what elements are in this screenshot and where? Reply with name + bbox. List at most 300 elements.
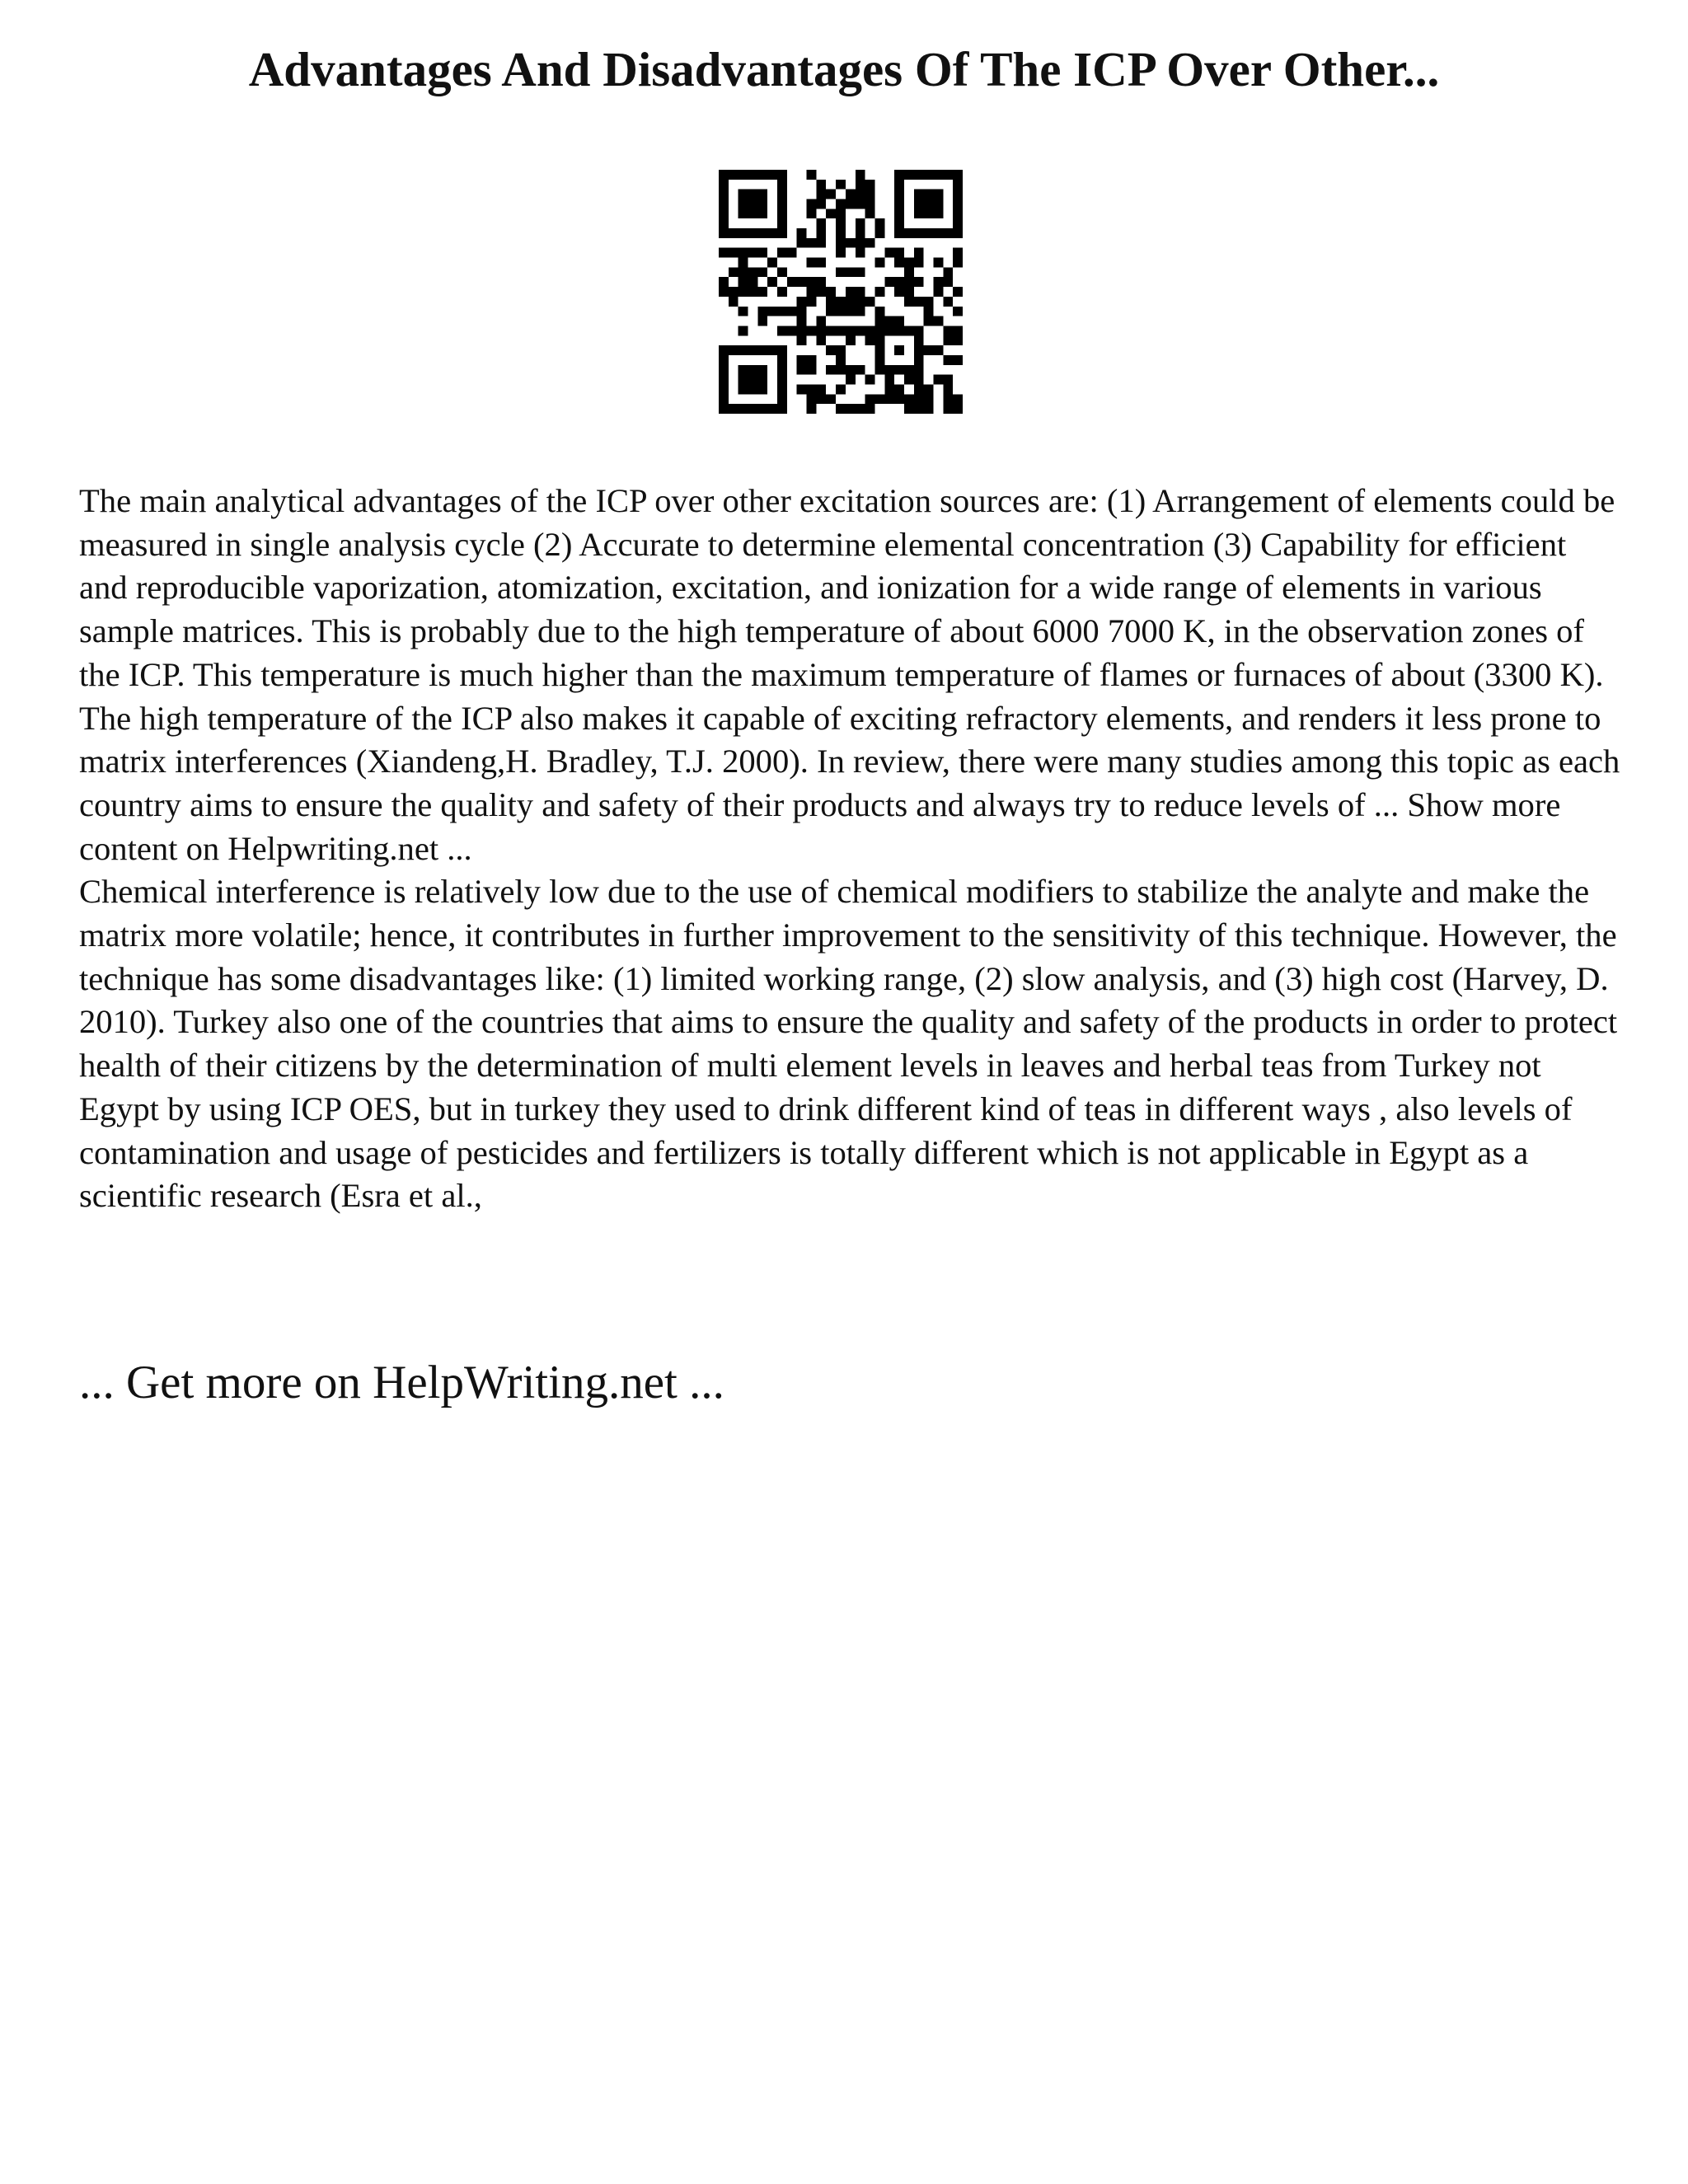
qr-module xyxy=(914,345,924,355)
qr-module xyxy=(738,248,748,258)
qr-module xyxy=(856,170,865,180)
qr-module xyxy=(894,277,904,287)
qr-module xyxy=(719,228,729,238)
qr-module xyxy=(953,190,963,199)
qr-module xyxy=(836,218,846,228)
qr-module xyxy=(738,190,748,199)
qr-module xyxy=(729,404,738,414)
qr-module xyxy=(943,394,953,404)
qr-module xyxy=(865,335,875,345)
qr-module xyxy=(777,384,787,394)
qr-module xyxy=(884,316,894,326)
qr-module xyxy=(777,248,787,258)
qr-module xyxy=(777,355,787,365)
qr-module xyxy=(826,365,836,375)
qr-module xyxy=(797,316,807,326)
qr-module xyxy=(748,267,758,277)
qr-module xyxy=(826,297,836,307)
qr-module xyxy=(856,238,865,248)
qr-module xyxy=(914,394,924,404)
qr-module xyxy=(894,326,904,335)
qr-module xyxy=(777,228,787,238)
qr-module xyxy=(807,170,817,180)
qr-module xyxy=(924,345,934,355)
qr-module xyxy=(865,404,875,414)
qr-module xyxy=(777,267,787,277)
qr-module xyxy=(953,170,963,180)
qr-module xyxy=(865,190,875,199)
qr-module xyxy=(856,248,865,258)
qr-module xyxy=(856,190,865,199)
qr-module xyxy=(807,238,817,248)
qr-module xyxy=(914,190,924,199)
qr-module xyxy=(856,404,865,414)
qr-module xyxy=(884,375,894,385)
qr-module xyxy=(836,180,846,190)
qr-module xyxy=(757,307,767,316)
qr-module xyxy=(719,394,729,404)
qr-module xyxy=(836,297,846,307)
qr-module xyxy=(924,404,934,414)
qr-module xyxy=(874,316,884,326)
qr-module xyxy=(738,267,748,277)
qr-module xyxy=(807,287,817,297)
qr-module xyxy=(836,228,846,238)
qr-module xyxy=(797,365,807,375)
qr-module xyxy=(777,307,787,316)
qr-module xyxy=(943,297,953,307)
qr-module xyxy=(943,335,953,345)
qr-module xyxy=(826,190,836,199)
qr-module xyxy=(904,375,914,385)
qr-module xyxy=(719,190,729,199)
qr-module xyxy=(865,375,875,385)
qr-module xyxy=(777,218,787,228)
get-more-link[interactable]: ... Get more on HelpWriting.net ... xyxy=(79,1357,724,1408)
qr-module xyxy=(865,394,875,404)
qr-module xyxy=(807,365,817,375)
qr-module xyxy=(836,326,846,335)
qr-module xyxy=(924,228,934,238)
qr-module xyxy=(816,238,826,248)
qr-module xyxy=(894,258,904,268)
qr-module xyxy=(933,228,943,238)
qr-module xyxy=(738,384,748,394)
qr-module xyxy=(846,238,856,248)
qr-module xyxy=(729,267,738,277)
qr-module xyxy=(865,199,875,209)
qr-module xyxy=(904,228,914,238)
qr-module xyxy=(826,394,836,404)
qr-module xyxy=(748,365,758,375)
qr-module xyxy=(884,326,894,335)
qr-module xyxy=(807,394,817,404)
qr-module xyxy=(856,218,865,228)
qr-module xyxy=(777,170,787,180)
qr-module xyxy=(874,345,884,355)
qr-module xyxy=(816,199,826,209)
qr-module xyxy=(846,404,856,414)
qr-module xyxy=(748,209,758,218)
qr-module xyxy=(807,199,817,209)
qr-module xyxy=(874,258,884,268)
qr-module xyxy=(914,365,924,375)
qr-module xyxy=(856,199,865,209)
qr-module xyxy=(719,209,729,218)
qr-module xyxy=(738,277,748,287)
qr-module xyxy=(797,384,807,394)
qr-module xyxy=(865,209,875,218)
qr-module xyxy=(767,170,777,180)
qr-module xyxy=(797,355,807,365)
qr-module xyxy=(807,355,817,365)
qr-module xyxy=(846,287,856,297)
qr-module xyxy=(894,228,904,238)
qr-module xyxy=(777,394,787,404)
qr-module xyxy=(797,326,807,335)
qr-module xyxy=(767,277,777,287)
qr-module xyxy=(953,307,963,316)
qr-module xyxy=(924,307,934,316)
page-title: Advantages And Disadvantages Of The ICP Over Other... xyxy=(248,42,1440,96)
qr-module xyxy=(874,307,884,316)
qr-module xyxy=(914,170,924,180)
qr-module xyxy=(807,277,817,287)
qr-module xyxy=(748,199,758,209)
qr-module xyxy=(826,345,836,355)
qr-module xyxy=(836,209,846,218)
qr-module xyxy=(904,365,914,375)
qr-module xyxy=(748,228,758,238)
qr-module xyxy=(757,384,767,394)
qr-module xyxy=(924,209,934,218)
qr-module xyxy=(953,335,963,345)
qr-module xyxy=(846,297,856,307)
qr-module xyxy=(748,277,758,287)
qr-module xyxy=(894,345,904,355)
qr-module xyxy=(933,209,943,218)
qr-module xyxy=(816,228,826,238)
qr-module xyxy=(933,170,943,180)
qr-module xyxy=(924,170,934,180)
qr-module xyxy=(787,248,797,258)
qr-module xyxy=(865,326,875,335)
qr-module xyxy=(914,209,924,218)
qr-module xyxy=(757,267,767,277)
qr-module xyxy=(757,316,767,326)
qr-module xyxy=(738,170,748,180)
qr-module xyxy=(943,404,953,414)
qr-module xyxy=(884,248,894,258)
qr-module xyxy=(914,228,924,238)
qr-module xyxy=(933,375,943,385)
qr-module xyxy=(719,218,729,228)
qr-module xyxy=(836,248,846,258)
qr-module xyxy=(738,365,748,375)
qr-module xyxy=(757,345,767,355)
qr-module xyxy=(924,190,934,199)
qr-module xyxy=(719,287,729,297)
qr-module xyxy=(924,384,934,394)
qr-module xyxy=(953,404,963,414)
qr-module xyxy=(807,404,817,414)
qr-module xyxy=(719,404,729,414)
qr-module xyxy=(894,209,904,218)
qr-module xyxy=(729,170,738,180)
qr-module xyxy=(933,277,943,287)
qr-module xyxy=(738,258,748,268)
qr-module xyxy=(787,277,797,287)
qr-module xyxy=(894,180,904,190)
qr-module xyxy=(797,238,807,248)
qr-module xyxy=(943,228,953,238)
qr-module xyxy=(797,307,807,316)
qr-module xyxy=(953,248,963,258)
qr-module xyxy=(757,365,767,375)
qr-module xyxy=(757,190,767,199)
qr-module xyxy=(894,365,904,375)
qr-module xyxy=(816,180,826,190)
qr-module xyxy=(767,404,777,414)
qr-module xyxy=(777,345,787,355)
qr-module xyxy=(836,267,846,277)
qr-module xyxy=(914,335,924,345)
qr-module xyxy=(757,228,767,238)
qr-module xyxy=(816,394,826,404)
qr-module xyxy=(807,209,817,218)
qr-module xyxy=(816,277,826,287)
qr-module xyxy=(904,394,914,404)
qr-module xyxy=(874,287,884,297)
qr-module xyxy=(943,277,953,287)
qr-module xyxy=(894,287,904,297)
qr-module xyxy=(894,394,904,404)
qr-module xyxy=(797,277,807,287)
qr-module xyxy=(914,199,924,209)
qr-module xyxy=(719,345,729,355)
qr-module xyxy=(904,326,914,335)
qr-module xyxy=(767,345,777,355)
qr-module xyxy=(738,209,748,218)
qr-module xyxy=(856,267,865,277)
qr-module xyxy=(953,209,963,218)
qr-module xyxy=(846,199,856,209)
qr-module xyxy=(777,180,787,190)
qr-module xyxy=(748,375,758,385)
qr-module xyxy=(953,228,963,238)
qr-module xyxy=(748,190,758,199)
qr-module xyxy=(874,365,884,375)
qr-module xyxy=(777,190,787,199)
qr-module xyxy=(924,297,934,307)
qr-module xyxy=(933,316,943,326)
qr-module xyxy=(777,326,787,335)
qr-module xyxy=(914,375,924,385)
qr-module xyxy=(729,345,738,355)
qr-module xyxy=(924,316,934,326)
qr-module xyxy=(914,297,924,307)
qr-module xyxy=(894,190,904,199)
qr-module xyxy=(943,170,953,180)
qr-module xyxy=(738,404,748,414)
qr-module xyxy=(953,326,963,335)
qr-module xyxy=(777,375,787,385)
qr-module xyxy=(914,326,924,335)
qr-module xyxy=(846,326,856,335)
qr-module xyxy=(807,384,817,394)
qr-module xyxy=(807,326,817,335)
qr-module xyxy=(914,355,924,365)
qr-module xyxy=(856,180,865,190)
qr-module xyxy=(719,355,729,365)
qr-module xyxy=(856,307,865,316)
qr-module xyxy=(816,316,826,326)
qr-module xyxy=(719,375,729,385)
qr-module xyxy=(846,307,856,316)
qr-module xyxy=(836,307,846,316)
qr-module xyxy=(826,287,836,297)
qr-module xyxy=(953,218,963,228)
qr-module xyxy=(953,258,963,268)
qr-module xyxy=(767,307,777,316)
qr-module xyxy=(719,277,729,287)
qr-module xyxy=(719,248,729,258)
qr-module xyxy=(787,326,797,335)
qr-module xyxy=(748,170,758,180)
qr-module xyxy=(924,394,934,404)
qr-module xyxy=(777,365,787,375)
qr-module xyxy=(836,384,846,394)
article-body xyxy=(79,480,1620,1218)
qr-code-icon xyxy=(719,170,963,414)
qr-module xyxy=(836,355,846,365)
qr-module xyxy=(719,170,729,180)
qr-module xyxy=(836,199,846,209)
qr-module xyxy=(904,404,914,414)
qr-module xyxy=(719,384,729,394)
qr-module xyxy=(816,287,826,297)
qr-module xyxy=(836,404,846,414)
qr-module xyxy=(924,199,934,209)
qr-module xyxy=(729,228,738,238)
qr-module xyxy=(777,199,787,209)
qr-module xyxy=(757,199,767,209)
qr-module xyxy=(914,258,924,268)
qr-module xyxy=(807,258,817,268)
qr-module xyxy=(856,228,865,238)
qr-module xyxy=(826,209,836,218)
qr-module xyxy=(894,316,904,326)
qr-module xyxy=(914,277,924,287)
qr-module xyxy=(767,258,777,268)
qr-module xyxy=(846,190,856,199)
qr-module xyxy=(894,199,904,209)
qr-module xyxy=(826,307,836,316)
qr-module xyxy=(729,287,738,297)
qr-module xyxy=(894,384,904,394)
qr-module xyxy=(933,258,943,268)
qr-module xyxy=(874,335,884,345)
qr-module xyxy=(816,326,826,335)
qr-module xyxy=(777,287,787,297)
qr-module xyxy=(914,248,924,258)
qr-module xyxy=(874,355,884,365)
qr-module xyxy=(777,404,787,414)
qr-module xyxy=(884,365,894,375)
qr-module xyxy=(953,199,963,209)
qr-module xyxy=(836,365,846,375)
qr-module xyxy=(933,199,943,209)
qr-module xyxy=(846,375,856,385)
qr-module xyxy=(865,238,875,248)
qr-module xyxy=(816,335,826,345)
qr-module xyxy=(757,287,767,297)
qr-module xyxy=(816,190,826,199)
qr-module xyxy=(846,267,856,277)
qr-module xyxy=(894,170,904,180)
qr-module xyxy=(914,404,924,414)
qr-module xyxy=(884,277,894,287)
qr-module xyxy=(894,218,904,228)
qr-module xyxy=(943,326,953,335)
qr-module xyxy=(738,375,748,385)
qr-module xyxy=(856,326,865,335)
qr-module xyxy=(874,326,884,335)
qr-module xyxy=(865,297,875,307)
paragraph: Chemical interference is relatively low due to the use of chemical modifiers to stabilize the analyte and make the matrix more volatile; hence, it contributes in further improvement to the sensitivity of this technique. However, the technique has some disadvantages like: (1) limited working range, (2) slow analysis, and (3) high cost (Harvey, D. 2010). Turkey also one of the countries that aims to ensure the quality and safety of the products in order to protect health of their citizens by the determination of multi element levels in leaves and herbal teas from Turkey not Egypt by using ICP OES, but in turkey they used to drink different kind of teas in different ways , also levels of contamination and usage of pesticides and fertilizers is totally different which is not applicable in Egypt as a scientific research (Esra et al., xyxy=(79,873,1618,1215)
qr-module xyxy=(757,404,767,414)
qr-module xyxy=(757,209,767,218)
qr-module xyxy=(719,180,729,190)
qr-module xyxy=(856,297,865,307)
qr-module xyxy=(738,287,748,297)
qr-module xyxy=(748,345,758,355)
qr-module xyxy=(953,180,963,190)
qr-module xyxy=(738,199,748,209)
qr-module xyxy=(787,307,797,316)
qr-module xyxy=(777,209,787,218)
qr-module xyxy=(943,267,953,277)
qr-module xyxy=(904,267,914,277)
qr-module xyxy=(846,335,856,345)
qr-module xyxy=(797,335,807,345)
qr-module xyxy=(884,384,894,394)
qr-module xyxy=(953,287,963,297)
qr-module xyxy=(943,375,953,385)
qr-module xyxy=(904,287,914,297)
qr-module xyxy=(748,404,758,414)
qr-module xyxy=(904,277,914,287)
qr-module xyxy=(894,248,904,258)
qr-module xyxy=(757,170,767,180)
paragraph: The main analytical advantages of the ICP over other excitation sources are: (1) Arrangement of elements could be measured in single analysis cycle (2) Accurate to determine elemental concentration (3) Capability for efficient and reproducible vaporization, atomization, excitation, and ionization for a wide range of elements in various sample matrices. This is probably due to the high temperature of about 6000 7000 K, in the observation zones of the ICP. This temperature is much higher than the maximum temperature of flames or furnaces of about (3300 K). The high temperature of the ICP also makes it capable of exciting refractory elements, and renders it less prone to matrix interferences (Xiandeng,H. Bradley, T.J. 2000). In review, there were many studies among this topic as each country aims to ensure the quality and safety of their products and always try to reduce levels of ... Show more content on Helpwriting.net ... xyxy=(79,482,1620,867)
qr-module xyxy=(933,190,943,199)
qr-module xyxy=(874,394,884,404)
qr-module xyxy=(738,228,748,238)
qr-module xyxy=(904,297,914,307)
qr-module xyxy=(748,248,758,258)
qr-module xyxy=(729,297,738,307)
qr-module xyxy=(884,394,894,404)
qr-module xyxy=(748,384,758,394)
qr-module xyxy=(797,297,807,307)
qr-module xyxy=(874,228,884,238)
qr-module xyxy=(826,326,836,335)
qr-module xyxy=(914,384,924,394)
qr-module xyxy=(797,228,807,238)
qr-module xyxy=(953,355,963,365)
qr-module xyxy=(816,218,826,228)
